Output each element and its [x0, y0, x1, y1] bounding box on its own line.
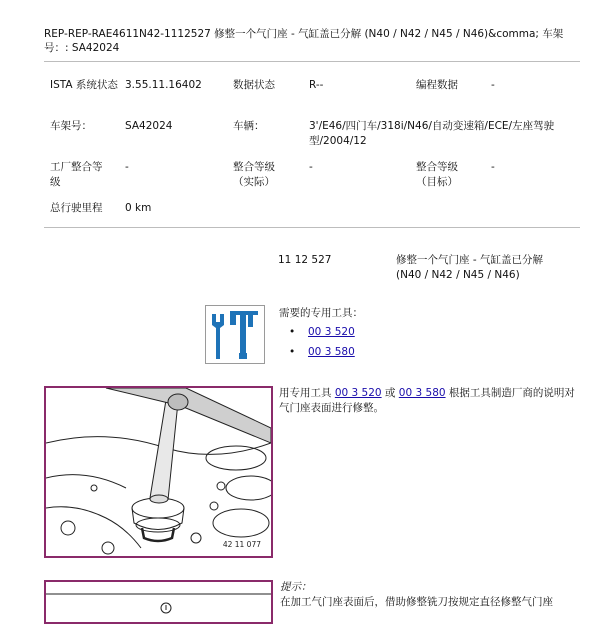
vehicle-value-line-2: 型/2004/12 [309, 135, 367, 147]
integ-target-label-line-1: 整合等级 [416, 161, 458, 173]
figure-2 [44, 580, 273, 624]
factory-value: - [125, 161, 129, 173]
vin-label: 车架号： [50, 120, 92, 132]
document-title-line-1: 修整一个气门座 - 气缸盖已分解 [396, 254, 543, 266]
hint-body: 在加工气门座表面后，借助修整铣刀按规定直径修整气门座 [280, 596, 553, 608]
document-title-line-2: (N40 / N42 / N45 / N46) [396, 269, 520, 281]
special-tools-title: 需要的专用工具： [279, 307, 363, 319]
tool-item-1 [289, 325, 355, 340]
coding-value: - [491, 79, 495, 91]
integ-actual-label [233, 160, 275, 190]
ista-label: ISTA 系统状态 [50, 79, 118, 91]
integ-actual-value: - [309, 161, 313, 173]
instruction-part-2: 或 [381, 387, 399, 399]
figure-valve-seat-tool [44, 386, 273, 558]
instruction-text [279, 386, 579, 416]
caliper-wrench-icon [206, 306, 264, 363]
integ-target-label [416, 160, 458, 190]
info-divider [44, 227, 580, 228]
data-status-label: 数据状态 [233, 79, 275, 91]
instruction-link-1[interactable]: 00 3 520 [334, 387, 382, 399]
document-number: 11 12 527 [278, 254, 332, 266]
tool-link-2[interactable]: 00 3 580 [308, 346, 355, 358]
warning-illustration [46, 582, 271, 622]
document-header [44, 27, 580, 55]
instruction-link-2[interactable]: 00 3 580 [398, 387, 446, 399]
factory-label [50, 160, 103, 190]
data-status-value: R-- [309, 79, 324, 91]
factory-label-line-2: 级 [50, 176, 61, 188]
header-line-2: 号：: SA42024 [44, 42, 120, 54]
integ-actual-label-line-1: 整合等级 [233, 161, 275, 173]
integ-actual-label-line-2: （实际） [233, 176, 275, 188]
tool-item-2 [289, 345, 355, 360]
special-tools-icon [205, 305, 265, 364]
header-line-1: REP-REP-RAE4611N42-1112527 修整一个气门座 - 气缸盖已分解 (N40 / N42 / N45 / N46)&comma; 车架 [44, 28, 564, 40]
header-divider [44, 61, 580, 62]
tool-link-1[interactable]: 00 3 520 [308, 326, 355, 338]
valve-seat-cutter-illustration [46, 388, 271, 556]
vehicle-label: 车辆： [233, 120, 265, 132]
factory-label-line-1: 工厂整合等 [50, 161, 103, 173]
bullet-icon: • [289, 326, 296, 338]
instruction-part-1: 用专用工具 [279, 387, 335, 399]
vin-value: SA42024 [125, 120, 173, 132]
integ-target-value: - [491, 161, 495, 173]
hint-title: 提示： [280, 581, 312, 593]
vehicle-value [309, 119, 579, 149]
figure-label: 42 11 077 [222, 540, 261, 549]
document-title [396, 253, 586, 283]
integ-target-label-line-2: （目标） [416, 176, 458, 188]
mileage-value: 0 km [125, 202, 152, 214]
vehicle-value-line-1: 3'/E46/四门车/318i/N46/自动变速箱/ECE/左座驾驶 [309, 120, 555, 132]
ista-value: 3.55.11.16402 [125, 79, 202, 91]
mileage-label: 总行驶里程 [50, 202, 103, 214]
coding-label: 编程数据 [416, 79, 458, 91]
instruction-part-3: 根据工具制造厂商的说明对气门座表面进行修整。 [279, 387, 575, 414]
bullet-icon: • [289, 346, 296, 358]
